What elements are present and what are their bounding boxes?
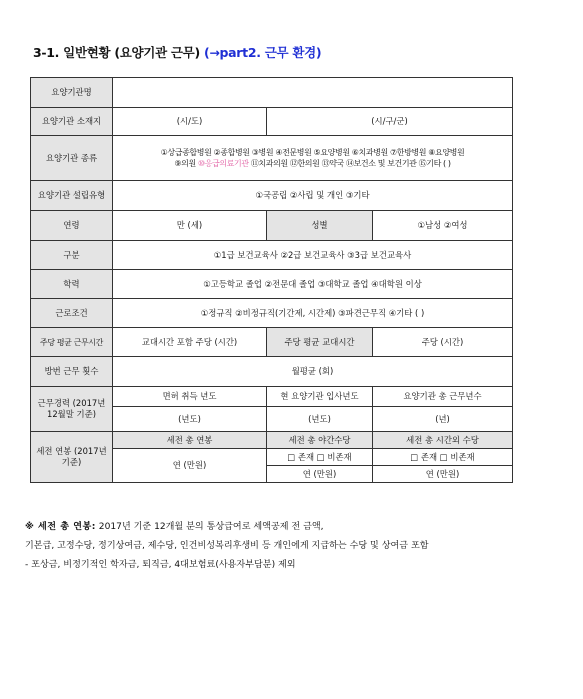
type-options-line1: ①상급종합병원 ②종합병원 ③병원 ④전문병원 ⑤요양병원 ⑥치과병원 ⑦한방병원 ⑧요양병원 <box>160 148 465 157</box>
note-line-3: - 포상금, 비정기적인 학자금, 퇴직금, 4대보험료(사용자부담분) 제외 <box>25 560 296 570</box>
row-salary-header <box>31 432 513 449</box>
join-year-field[interactable]: (년도) <box>267 407 373 432</box>
row-weekly-hours <box>31 328 513 357</box>
visits-field[interactable]: 월평균 (회) <box>113 357 513 387</box>
weekly-hours-label: 주당 평균 근무시간 <box>31 328 113 357</box>
overtime-allowance-field[interactable]: 연 (만원) <box>373 466 513 483</box>
salary-col-overtime: 세전 총 시간외 수당 <box>373 432 513 449</box>
shift-hours-field[interactable]: 주당 (시간) <box>373 328 513 357</box>
note-heading: ※ 세전 총 연봉: <box>25 522 96 532</box>
salary-col-annual: 세전 총 연봉 <box>113 432 267 449</box>
facility-type-label: 요양기관 종류 <box>31 136 113 181</box>
license-year-field[interactable]: (년도) <box>113 407 267 432</box>
row-location <box>31 108 513 136</box>
facility-name-field[interactable] <box>113 78 513 108</box>
row-education <box>31 270 513 299</box>
location-city-field[interactable]: (시/구/군) <box>267 108 513 136</box>
row-age-gender <box>31 211 513 241</box>
gender-label: 성별 <box>267 211 373 241</box>
row-visits <box>31 357 513 387</box>
establishment-options[interactable]: ①국공립 ②사립 및 개인 ③기타 <box>113 181 513 211</box>
annual-salary-field[interactable]: 연 (만원) <box>113 449 267 483</box>
gender-options[interactable]: ①남성 ②여성 <box>373 211 513 241</box>
row-facility-type <box>31 136 513 181</box>
facility-type-options[interactable] <box>113 136 513 181</box>
age-field[interactable]: 만 (세) <box>113 211 267 241</box>
row-establishment <box>31 181 513 211</box>
part2-link[interactable]: (→part2. 근무 환경) <box>203 45 322 60</box>
facility-name-label: 요양기관명 <box>31 78 113 108</box>
visits-label: 방번 근무 횟수 <box>31 357 113 387</box>
night-allowance-field[interactable]: 연 (만원) <box>267 466 373 483</box>
row-employment <box>31 299 513 328</box>
career-col-join-year: 현 요양기관 입사년도 <box>267 387 373 407</box>
education-options[interactable]: ①고등학교 졸업 ②전문대 졸업 ③대학교 졸업 ④대학원 이상 <box>113 270 513 299</box>
employment-options[interactable]: ①정규직 ②비정규직(기간제, 시간제) ③파견근무직 ④기타 ( ) <box>113 299 513 328</box>
location-label: 요양기관 소재지 <box>31 108 113 136</box>
type-options-line2: ⑨의원 ⑩응급의료기관 ⑪치과의원 ⑫한의원 ⑬약국 ⑭보건소 및 보건기관 ⑮기타 ( ) <box>174 159 451 168</box>
career-label: 근무경력 (2017년12월말 기준) <box>31 387 113 432</box>
night-allowance-exist-checkboxes[interactable]: □ 존재 □ 비존재 <box>267 449 373 466</box>
note-line-2: 기본급, 고정수당, 정기상여금, 제수당, 인건비성복리후생비 등 개인에게 지급하는 수당 및 상여금 포함 <box>25 541 429 551</box>
shift-hours-label: 주당 평균 교대시간 <box>267 328 373 357</box>
row-category <box>31 241 513 270</box>
salary-notes <box>25 518 429 575</box>
row-facility-name <box>31 78 513 108</box>
career-col-license-year: 면허 취득 년도 <box>113 387 267 407</box>
location-province-field[interactable]: (시/도) <box>113 108 267 136</box>
general-status-form <box>30 77 513 483</box>
weekly-hours-field[interactable]: 교대시간 포함 주당 (시간) <box>113 328 267 357</box>
note-line-1: ※ 세전 총 연봉: 2017년 기준 12개월 분의 통상급여로 세액공제 전 금액, <box>25 522 324 532</box>
age-label: 연령 <box>31 211 113 241</box>
section-title-text: 3-1. 일반현황 (요양기관 근무) <box>33 45 200 60</box>
employment-label: 근로조건 <box>31 299 113 328</box>
category-options[interactable]: ①1급 보건교육사 ②2급 보건교육사 ③3급 보건교육사 <box>113 241 513 270</box>
category-label: 구분 <box>31 241 113 270</box>
emergency-facility-option: ⑩응급의료기관 <box>197 159 249 168</box>
salary-label: 세전 연봉 (2017년 기준) <box>31 432 113 483</box>
section-title <box>33 43 321 61</box>
total-years-field[interactable]: (년) <box>373 407 513 432</box>
row-career-header <box>31 387 513 407</box>
career-col-total-years: 요양기관 총 근무년수 <box>373 387 513 407</box>
education-label: 학력 <box>31 270 113 299</box>
overtime-allowance-exist-checkboxes[interactable]: □ 존재 □ 비존재 <box>373 449 513 466</box>
establishment-label: 요양기관 설립유형 <box>31 181 113 211</box>
salary-col-night: 세전 총 야간수당 <box>267 432 373 449</box>
